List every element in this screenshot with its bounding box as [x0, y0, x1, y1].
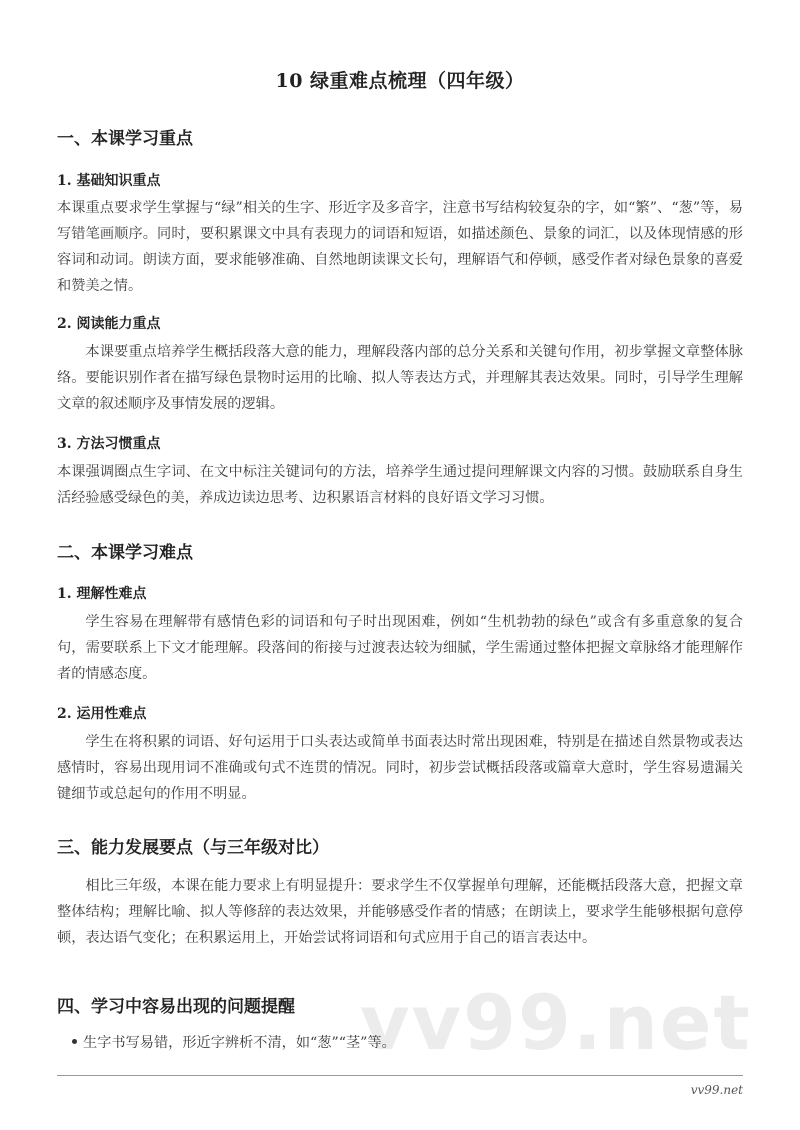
footer-text: vv99.net: [690, 1083, 743, 1097]
watermark: vv99.net: [360, 978, 752, 1067]
list-item: [72, 1030, 396, 1056]
section-heading: 三、能力发展要点（与三年级对比）: [57, 838, 329, 858]
footer-divider: [57, 1075, 743, 1076]
paragraph: 本课要重点培养学生概括段落大意的能力，理解段落内部的总分关系和关键句作用，初步掌握文章整体脉络。要能识别作者在描写绿色景物时运用的比喻、拟人等表达方式，并理解其表达效果。同时，引导学生理解文章的叙述顺序及事情发展的逻辑。: [57, 344, 743, 412]
section-heading: 二、本课学习难点: [57, 543, 193, 563]
paragraph: 相比三年级，本课在能力要求上有明显提升：要求学生不仅掌握单句理解，还能概括段落大意，把握文章整体结构；理解比喻、拟人等修辞的表达效果，并能够感受作者的情感；在朗读上，要求学生能够根据句意停顿，表达语气变化；在积累运用上，开始尝试将词语和句式应用于自己的语言表达中。: [57, 878, 743, 946]
subsection-heading: 2. 运用性难点: [57, 706, 147, 722]
subsection-heading: 1. 基础知识重点: [57, 173, 161, 189]
subsection-heading: 2. 阅读能力重点: [57, 316, 161, 332]
paragraph: 本课重点要求学生掌握与“绿”相关的生字、形近字及多音字，注意书写结构较复杂的字，如“繁”、“葱”等，易写错笔画顺序。同时，要积累课文中具有表现力的词语和短语，如描述颜色、景象的词汇，以及体现情感的形容词和动词。朗读方面，要求能够准确、自然地朗读课文长句，理解语气和停顿，感受作者对绿色景象的喜爱和赞美之情。: [57, 200, 743, 294]
bullet-icon: [72, 1039, 77, 1044]
paragraph: 本课强调圈点生字词、在文中标注关键词句的方法，培养学生通过提问理解课文内容的习惯。鼓励联系自身生活经验感受绿色的美，养成边读边思考、边积累语言材料的良好语文学习习惯。: [57, 464, 743, 506]
section-heading: 四、学习中容易出现的问题提醒: [57, 997, 295, 1017]
page-title: 10 绿重难点梳理（四年级）: [275, 70, 525, 92]
paragraph: 学生在将积累的词语、好句运用于口头表达或简单书面表达时常出现困难，特别是在描述自然景物或表达感情时，容易出现用词不准确或句式不连贯的情况。同时，初步尝试概括段落或篇章大意时，学生容易遗漏关键细节或总起句的作用不明显。: [57, 734, 743, 802]
paragraph: 学生容易在理解带有感情色彩的词语和句子时出现困难，例如“生机勃勃的绿色”或含有多重意象的复合句，需要联系上下文才能理解。段落间的衔接与过渡表达较为细腻，学生需通过整体把握文章脉络才能理解作者的情感态度。: [57, 614, 743, 682]
list-item-text: 生字书写易错，形近字辨析不清，如“葱”“茎”等。: [83, 1035, 396, 1051]
section-heading: 一、本课学习重点: [57, 129, 193, 149]
subsection-heading: 3. 方法习惯重点: [57, 436, 161, 452]
subsection-heading: 1. 理解性难点: [57, 586, 147, 602]
